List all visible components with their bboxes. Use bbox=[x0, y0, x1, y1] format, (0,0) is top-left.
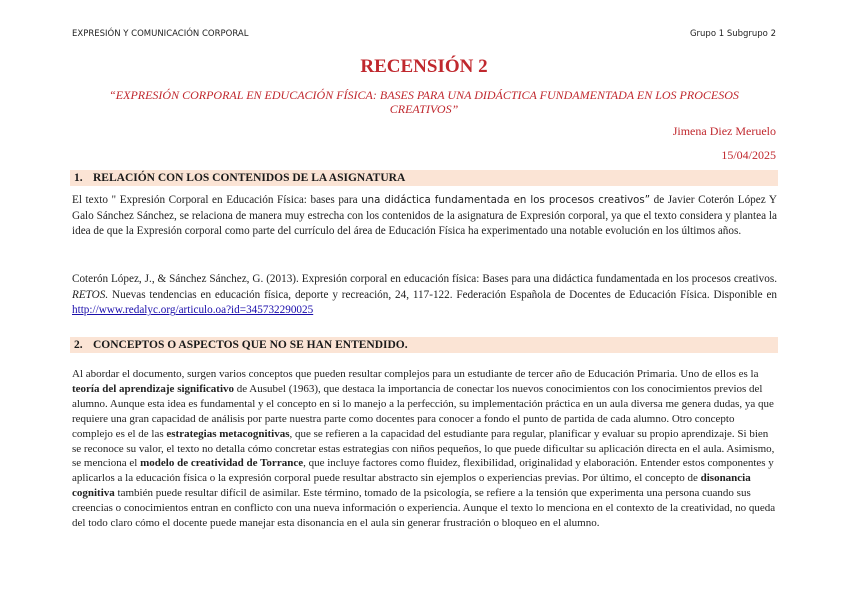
section-1-title: RELACIÓN CON LOS CONTENIDOS DE LA ASIGNATURA bbox=[93, 172, 406, 184]
section-1-heading bbox=[70, 170, 778, 186]
reference-paragraph bbox=[72, 272, 777, 319]
journal-name: RETOS. bbox=[72, 288, 109, 301]
document-date: 15/04/2025 bbox=[721, 148, 776, 162]
header-group: Grupo 1 Subgrupo 2 bbox=[689, 29, 776, 39]
section-1-paragraph bbox=[72, 193, 777, 240]
para-text: de Javier Coterón López Y Galo Sánchez Sánchez, se relaciona de manera muy estrecha con los contenidos de la asignatura de Expresión corporal, ya que el texto considera y plantea la idea de que la Expresión corporal como parte del currículo del área de Educación Física ha experimentado una notable evolución en los últimos años. bbox=[72, 194, 777, 238]
section-2-title: CONCEPTOS O ASPECTOS QUE NO SE HAN ENTENDIDO. bbox=[93, 339, 408, 351]
para-text: Al abordar el documento, surgen varios conceptos que pueden resultar complejos para un estudiante de tercer año de Educación Primaria. Uno de ellos es la bbox=[72, 368, 759, 380]
term-torrance-model: modelo de creatividad de Torrance bbox=[140, 457, 304, 470]
section-2-paragraph bbox=[72, 367, 777, 531]
page-subtitle: “EXPRESIÓN CORPORAL EN EDUCACIÓN FÍSICA: BASES PARA UNA DIDÁCTICA FUNDAMENTADA EN LOS PROCESOS CREATIVOS” bbox=[109, 88, 739, 116]
reference-text: Coterón López, J., & Sánchez Sánchez, G. (2013). Expresión corporal en educación física: Bases para una didáctica fundamentada en los procesos creativos. bbox=[72, 273, 777, 285]
para-text: , que incluye factores como fluidez, flexibilidad, originalidad y elaboración. Entender estos componentes y aplicarlos a la educación física o la expresión corporal puede resultar abstracto sin ejemplos o experiencias previas. Por último, el concepto de bbox=[72, 457, 774, 485]
book-subtitle-text: una didáctica fundamentada en los procesos creativos” bbox=[361, 195, 650, 206]
term-metacognitive-strategies: estrategias metacognitivas bbox=[166, 427, 290, 440]
para-text: también puede resultar difícil de asimilar. Este término, tomado de la psicología, se refiere a la tensión que experimenta una persona cuando sus creencias o conocimientos entran en conflicto con una nueva información o experiencia. Aunque el texto lo menciona en el contexto de la creatividad, no queda del todo claro cómo el docente puede manejar esta disonancia en el aula sin generar frustración o bloqueo en el alumno. bbox=[72, 487, 776, 530]
reference-text: Nuevas tendencias en educación física, deporte y recreación, 24, 117-122. Federación Española de Docentes de Educación Física. Disponible en bbox=[108, 288, 777, 301]
section-2-number: 2. bbox=[74, 339, 83, 351]
section-1-number: 1. bbox=[74, 172, 83, 184]
reference-link[interactable]: http://www.redalyc.org/articulo.oa?id=345732290025 bbox=[72, 304, 314, 317]
para-text: de Ausubel (1963), que destaca la importancia de conectar los nuevos conocimientos con los conocimientos previos del alumno. Aunque esta idea es fundamental y el concepto en si lo manejo a la perfección, su implementación práctica en un aula diversa me genera dudas, ya que requiere una gran capacidad de análisis por parte nuestra parte como docentes para conocer a fondo el punto de partida de cada alumno. Otro concepto complejo es el de las bbox=[72, 382, 774, 440]
para-text: El texto " Expresión Corporal en Educación Física: bases para bbox=[72, 194, 362, 206]
term-meaningful-learning: teoría del aprendizaje significativo bbox=[72, 382, 235, 395]
author-name: Jimena Diez Meruelo bbox=[672, 124, 776, 138]
section-2-heading bbox=[70, 337, 778, 353]
header-course: EXPRESIÓN Y COMUNICACIÓN CORPORAL bbox=[72, 29, 249, 39]
term-cognitive-dissonance: disonancia cognitiva bbox=[72, 472, 751, 500]
page-title: RECENSIÓN 2 bbox=[360, 56, 488, 77]
para-text: , que se refieren a la capacidad del estudiante para regular, planificar y evaluar su propio aprendizaje. Si bien se reconoce su valor, el texto no detalla cómo concretar estas estrategias con niños pequeños, lo que puede dificultar su aplicación directa en el aula. Asimismo, se menciona el bbox=[72, 427, 775, 470]
